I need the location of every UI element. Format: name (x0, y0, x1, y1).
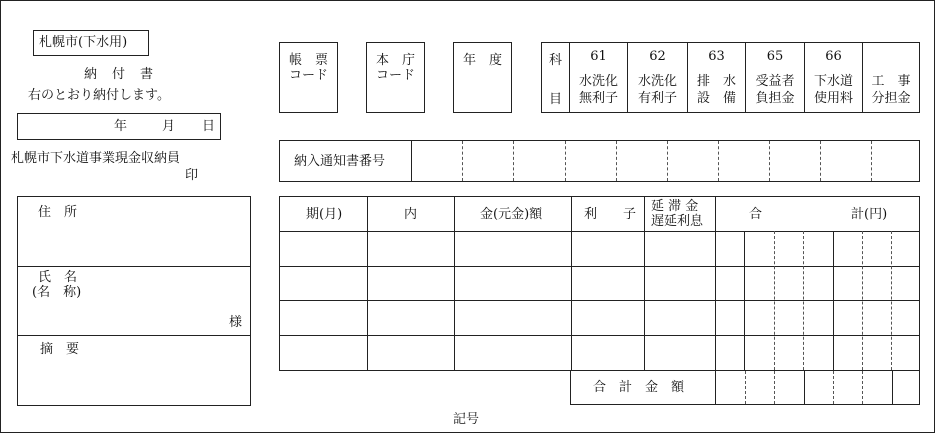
date-year-label: 年 (114, 119, 128, 134)
fiscal-year-label: 年 度 (463, 53, 503, 68)
table-row[interactable] (280, 301, 919, 334)
table-row[interactable] (280, 336, 919, 370)
name-field[interactable] (18, 267, 250, 334)
col-total-left: 合 (749, 207, 763, 222)
voucher-code-label-2: コード (289, 68, 329, 83)
voucher-code-label-1: 帳 票 (289, 53, 329, 68)
subject-62-code: 62 (649, 49, 666, 64)
date-box[interactable] (17, 113, 221, 140)
subject-63-line2: 設 備 (696, 91, 736, 106)
office-code-label-2: コード (376, 68, 416, 83)
fiscal-year-box[interactable] (453, 42, 512, 113)
address-field[interactable] (18, 197, 250, 265)
col-interest: 利 子 (584, 207, 637, 222)
subject-65-line1: 受益者 (755, 74, 795, 89)
subject-63[interactable] (688, 43, 745, 112)
notice-number-field[interactable] (412, 141, 919, 181)
name-alt-label: (名 称) (32, 285, 82, 300)
subject-65[interactable] (746, 43, 804, 112)
subject-construction[interactable] (863, 43, 919, 112)
notice-number-label: 納入通知書番号 (294, 154, 386, 169)
table-row[interactable] (280, 267, 919, 299)
col-period: 期(月) (306, 207, 343, 222)
subject-66-line2: 使用料 (813, 91, 853, 106)
subject-61-line1: 水洗化 (578, 74, 618, 89)
payment-table (279, 196, 920, 371)
summary-field[interactable] (18, 336, 250, 405)
collector-label: 札幌市下水道事業現金収納員 (11, 151, 181, 166)
address-block (17, 196, 251, 406)
subject-66-line1: 下水道 (813, 74, 853, 89)
subject-62-line2: 有利子 (637, 91, 677, 106)
subject-62[interactable] (628, 43, 687, 112)
grand-total-field[interactable] (716, 371, 919, 404)
subject-label-top: 科 (549, 53, 563, 68)
subjects-box (541, 42, 920, 113)
col-late-1: 延 滞 金 (651, 199, 699, 214)
address-label: 住 所 (38, 205, 78, 220)
subject-label-bottom: 目 (549, 92, 563, 107)
footer-mark: 記号 (453, 412, 480, 427)
subject-65-line2: 負担金 (755, 91, 795, 106)
honorific-label: 様 (229, 315, 243, 330)
subject-construction-line1: 工 事 (871, 74, 911, 89)
subject-61-line2: 無利子 (578, 91, 618, 106)
form-subtitle: 右のとおり納付します。 (28, 88, 170, 103)
subject-62-line1: 水洗化 (637, 74, 677, 89)
grand-total-box (570, 370, 920, 405)
notice-number-box (279, 140, 920, 182)
subject-66-code: 66 (825, 49, 842, 64)
city-label: 札幌市(下水用) (39, 35, 128, 50)
office-code-box[interactable] (366, 42, 425, 113)
col-principal: 金(元金)額 (480, 207, 543, 222)
col-breakdown: 内 (404, 207, 418, 222)
date-day-label: 日 (202, 119, 216, 134)
subject-construction-line2: 分担金 (871, 91, 911, 106)
summary-label: 摘 要 (40, 342, 80, 357)
seal-label: 印 (185, 168, 199, 183)
table-row[interactable] (280, 232, 919, 265)
office-code-label-1: 本 庁 (376, 53, 416, 68)
subject-66[interactable] (805, 43, 862, 112)
subject-63-code: 63 (708, 49, 725, 64)
form-title: 納 付 書 (84, 67, 155, 82)
subject-65-code: 65 (766, 49, 784, 64)
date-month-label: 月 (162, 119, 176, 134)
city-box (33, 30, 149, 56)
voucher-code-box[interactable] (279, 42, 338, 113)
subject-63-line1: 排 水 (696, 74, 736, 89)
subject-61[interactable] (570, 43, 627, 112)
col-total-right: 計(円) (851, 207, 888, 222)
col-late-2: 遅延利息 (651, 214, 704, 229)
subject-61-code: 61 (590, 49, 607, 64)
name-label: 氏 名 (38, 270, 78, 285)
grand-total-label: 合 計 金 額 (593, 380, 685, 395)
